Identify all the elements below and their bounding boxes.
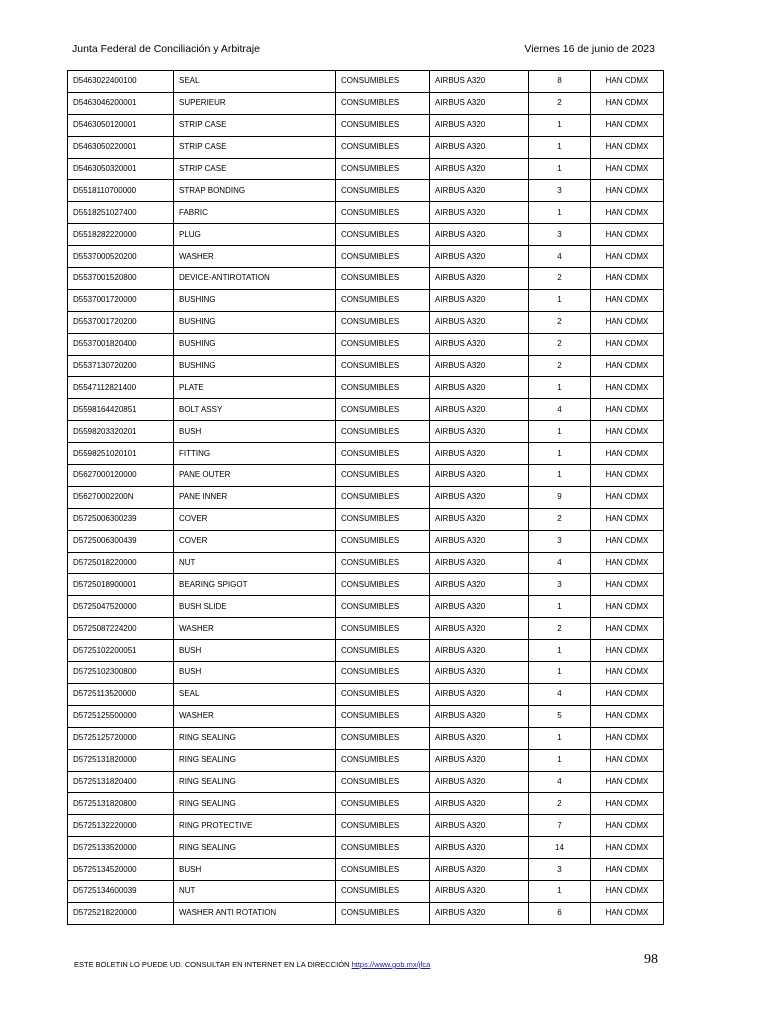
quantity-cell: 1 (529, 727, 591, 749)
aircraft-cell: AIRBUS A320 (430, 486, 529, 508)
table-row (68, 530, 664, 552)
page-footer (74, 952, 664, 973)
aircraft-cell: AIRBUS A320 (430, 377, 529, 399)
description-cell: BEARING SPIGOT (174, 574, 336, 596)
location-cell: HAN CDMX (591, 246, 664, 268)
parts-table-body (68, 71, 664, 925)
table-row (68, 793, 664, 815)
part-number-cell: D5537001720200 (68, 311, 174, 333)
aircraft-cell: AIRBUS A320 (430, 662, 529, 684)
quantity-cell: 3 (529, 859, 591, 881)
aircraft-cell: AIRBUS A320 (430, 268, 529, 290)
aircraft-cell: AIRBUS A320 (430, 355, 529, 377)
quantity-cell: 1 (529, 596, 591, 618)
description-cell: DEVICE-ANTIROTATION (174, 268, 336, 290)
description-cell: STRIP CASE (174, 158, 336, 180)
quantity-cell: 3 (529, 530, 591, 552)
parts-table (67, 70, 664, 925)
aircraft-cell: AIRBUS A320 (430, 399, 529, 421)
location-cell: HAN CDMX (591, 399, 664, 421)
quantity-cell: 14 (529, 837, 591, 859)
quantity-cell: 1 (529, 662, 591, 684)
description-cell: RING SEALING (174, 793, 336, 815)
part-number-cell: D5537130720200 (68, 355, 174, 377)
quantity-cell: 1 (529, 465, 591, 487)
table-row (68, 355, 664, 377)
aircraft-cell: AIRBUS A320 (430, 815, 529, 837)
quantity-cell: 8 (529, 71, 591, 93)
part-number-cell: D5537001720000 (68, 289, 174, 311)
part-number-cell: D5725132220000 (68, 815, 174, 837)
quantity-cell: 9 (529, 486, 591, 508)
table-row (68, 618, 664, 640)
quantity-cell: 1 (529, 749, 591, 771)
table-row (68, 202, 664, 224)
table-row (68, 421, 664, 443)
description-cell: STRIP CASE (174, 136, 336, 158)
part-number-cell: D5725047520000 (68, 596, 174, 618)
aircraft-cell: AIRBUS A320 (430, 311, 529, 333)
part-number-cell: D5725102200051 (68, 640, 174, 662)
quantity-cell: 2 (529, 355, 591, 377)
part-number-cell: D5547112821400 (68, 377, 174, 399)
table-row (68, 180, 664, 202)
description-cell: BUSH (174, 640, 336, 662)
location-cell: HAN CDMX (591, 486, 664, 508)
description-cell: SEAL (174, 71, 336, 93)
category-cell: CONSUMIBLES (336, 727, 430, 749)
aircraft-cell: AIRBUS A320 (430, 859, 529, 881)
aircraft-cell: AIRBUS A320 (430, 574, 529, 596)
aircraft-cell: AIRBUS A320 (430, 202, 529, 224)
location-cell: HAN CDMX (591, 508, 664, 530)
table-row (68, 552, 664, 574)
quantity-cell: 4 (529, 771, 591, 793)
location-cell: HAN CDMX (591, 705, 664, 727)
location-cell: HAN CDMX (591, 530, 664, 552)
description-cell: PLUG (174, 224, 336, 246)
footer-notice-text: ESTE BOLETIN LO PUEDE UD. CONSULTAR EN INTERNET EN LA DIRECCIÓN (74, 960, 352, 969)
category-cell: CONSUMIBLES (336, 268, 430, 290)
description-cell: STRIP CASE (174, 114, 336, 136)
category-cell: CONSUMIBLES (336, 355, 430, 377)
aircraft-cell: AIRBUS A320 (430, 136, 529, 158)
table-row (68, 574, 664, 596)
description-cell: STRAP BONDING (174, 180, 336, 202)
description-cell: BUSH (174, 859, 336, 881)
description-cell: WASHER (174, 246, 336, 268)
footer-notice (74, 960, 430, 970)
part-number-cell: D5725131820800 (68, 793, 174, 815)
table-row (68, 880, 664, 902)
category-cell: CONSUMIBLES (336, 618, 430, 640)
table-row (68, 289, 664, 311)
location-cell: HAN CDMX (591, 443, 664, 465)
table-row (68, 224, 664, 246)
part-number-cell: D5598203320201 (68, 421, 174, 443)
table-row (68, 158, 664, 180)
quantity-cell: 3 (529, 224, 591, 246)
location-cell: HAN CDMX (591, 136, 664, 158)
location-cell: HAN CDMX (591, 202, 664, 224)
part-number-cell: D5463046200001 (68, 92, 174, 114)
category-cell: CONSUMIBLES (336, 333, 430, 355)
quantity-cell: 2 (529, 793, 591, 815)
location-cell: HAN CDMX (591, 837, 664, 859)
quantity-cell: 4 (529, 246, 591, 268)
category-cell: CONSUMIBLES (336, 705, 430, 727)
quantity-cell: 5 (529, 705, 591, 727)
category-cell: CONSUMIBLES (336, 508, 430, 530)
location-cell: HAN CDMX (591, 355, 664, 377)
description-cell: SUPERIEUR (174, 92, 336, 114)
part-number-cell: D5725018220000 (68, 552, 174, 574)
location-cell: HAN CDMX (591, 618, 664, 640)
quantity-cell: 4 (529, 399, 591, 421)
part-number-cell: D5537001520800 (68, 268, 174, 290)
description-cell: BUSH (174, 421, 336, 443)
category-cell: CONSUMIBLES (336, 859, 430, 881)
location-cell: HAN CDMX (591, 771, 664, 793)
category-cell: CONSUMIBLES (336, 377, 430, 399)
part-number-cell: D5518282220000 (68, 224, 174, 246)
aircraft-cell: AIRBUS A320 (430, 705, 529, 727)
quantity-cell: 1 (529, 377, 591, 399)
table-row (68, 443, 664, 465)
location-cell: HAN CDMX (591, 92, 664, 114)
description-cell: FABRIC (174, 202, 336, 224)
location-cell: HAN CDMX (591, 421, 664, 443)
part-number-cell: D5725125720000 (68, 727, 174, 749)
quantity-cell: 1 (529, 136, 591, 158)
location-cell: HAN CDMX (591, 640, 664, 662)
part-number-cell: D5463050320001 (68, 158, 174, 180)
description-cell: BUSHING (174, 289, 336, 311)
part-number-cell: D5598164420851 (68, 399, 174, 421)
description-cell: FITTING (174, 443, 336, 465)
aircraft-cell: AIRBUS A320 (430, 596, 529, 618)
part-number-cell: D5725006300439 (68, 530, 174, 552)
table-row (68, 92, 664, 114)
category-cell: CONSUMIBLES (336, 793, 430, 815)
location-cell: HAN CDMX (591, 596, 664, 618)
category-cell: CONSUMIBLES (336, 71, 430, 93)
quantity-cell: 2 (529, 311, 591, 333)
category-cell: CONSUMIBLES (336, 224, 430, 246)
table-row (68, 268, 664, 290)
table-row (68, 837, 664, 859)
part-number-cell: D5518251027400 (68, 202, 174, 224)
category-cell: CONSUMIBLES (336, 749, 430, 771)
aircraft-cell: AIRBUS A320 (430, 508, 529, 530)
location-cell: HAN CDMX (591, 180, 664, 202)
table-row (68, 246, 664, 268)
table-row (68, 815, 664, 837)
description-cell: NUT (174, 552, 336, 574)
table-row (68, 640, 664, 662)
part-number-cell: D5725125500000 (68, 705, 174, 727)
location-cell: HAN CDMX (591, 727, 664, 749)
quantity-cell: 7 (529, 815, 591, 837)
location-cell: HAN CDMX (591, 158, 664, 180)
aircraft-cell: AIRBUS A320 (430, 443, 529, 465)
aircraft-cell: AIRBUS A320 (430, 289, 529, 311)
category-cell: CONSUMIBLES (336, 180, 430, 202)
category-cell: CONSUMIBLES (336, 596, 430, 618)
part-number-cell: D5725131820400 (68, 771, 174, 793)
location-cell: HAN CDMX (591, 552, 664, 574)
aircraft-cell: AIRBUS A320 (430, 771, 529, 793)
location-cell: HAN CDMX (591, 289, 664, 311)
part-number-cell: D5725134520000 (68, 859, 174, 881)
quantity-cell: 3 (529, 574, 591, 596)
quantity-cell: 1 (529, 880, 591, 902)
table-row (68, 727, 664, 749)
description-cell: RING SEALING (174, 837, 336, 859)
table-row (68, 859, 664, 881)
quantity-cell: 1 (529, 114, 591, 136)
table-row (68, 662, 664, 684)
category-cell: CONSUMIBLES (336, 880, 430, 902)
table-row (68, 749, 664, 771)
category-cell: CONSUMIBLES (336, 640, 430, 662)
aircraft-cell: AIRBUS A320 (430, 333, 529, 355)
category-cell: CONSUMIBLES (336, 486, 430, 508)
location-cell: HAN CDMX (591, 377, 664, 399)
quantity-cell: 2 (529, 268, 591, 290)
location-cell: HAN CDMX (591, 333, 664, 355)
part-number-cell: D5537001820400 (68, 333, 174, 355)
aircraft-cell: AIRBUS A320 (430, 683, 529, 705)
part-number-cell: D5725218220000 (68, 902, 174, 924)
category-cell: CONSUMIBLES (336, 246, 430, 268)
publication-date: Viernes 16 de junio de 2023 (524, 43, 655, 55)
category-cell: CONSUMIBLES (336, 902, 430, 924)
quantity-cell: 6 (529, 902, 591, 924)
category-cell: CONSUMIBLES (336, 837, 430, 859)
table-row (68, 311, 664, 333)
aircraft-cell: AIRBUS A320 (430, 114, 529, 136)
category-cell: CONSUMIBLES (336, 399, 430, 421)
aircraft-cell: AIRBUS A320 (430, 530, 529, 552)
category-cell: CONSUMIBLES (336, 771, 430, 793)
aircraft-cell: AIRBUS A320 (430, 465, 529, 487)
institution-name: Junta Federal de Conciliación y Arbitraje (72, 43, 260, 55)
category-cell: CONSUMIBLES (336, 662, 430, 684)
aircraft-cell: AIRBUS A320 (430, 224, 529, 246)
description-cell: PANE OUTER (174, 465, 336, 487)
table-row (68, 377, 664, 399)
category-cell: CONSUMIBLES (336, 815, 430, 837)
category-cell: CONSUMIBLES (336, 574, 430, 596)
location-cell: HAN CDMX (591, 859, 664, 881)
quantity-cell: 1 (529, 443, 591, 465)
quantity-cell: 1 (529, 202, 591, 224)
table-row (68, 333, 664, 355)
aircraft-cell: AIRBUS A320 (430, 246, 529, 268)
part-number-cell: D5725102300800 (68, 662, 174, 684)
table-row (68, 136, 664, 158)
category-cell: CONSUMIBLES (336, 202, 430, 224)
description-cell: RING SEALING (174, 727, 336, 749)
quantity-cell: 4 (529, 683, 591, 705)
aircraft-cell: AIRBUS A320 (430, 421, 529, 443)
part-number-cell: D5598251020101 (68, 443, 174, 465)
quantity-cell: 1 (529, 158, 591, 180)
category-cell: CONSUMIBLES (336, 311, 430, 333)
location-cell: HAN CDMX (591, 268, 664, 290)
description-cell: BUSH (174, 662, 336, 684)
aircraft-cell: AIRBUS A320 (430, 749, 529, 771)
description-cell: PANE INNER (174, 486, 336, 508)
part-number-cell: D5725006300239 (68, 508, 174, 530)
description-cell: COVER (174, 530, 336, 552)
description-cell: WASHER (174, 618, 336, 640)
location-cell: HAN CDMX (591, 574, 664, 596)
aircraft-cell: AIRBUS A320 (430, 158, 529, 180)
description-cell: RING PROTECTIVE (174, 815, 336, 837)
aircraft-cell: AIRBUS A320 (430, 71, 529, 93)
category-cell: CONSUMIBLES (336, 443, 430, 465)
table-row (68, 596, 664, 618)
part-number-cell: D5725113520000 (68, 683, 174, 705)
location-cell: HAN CDMX (591, 71, 664, 93)
location-cell: HAN CDMX (591, 311, 664, 333)
quantity-cell: 1 (529, 289, 591, 311)
description-cell: WASHER ANTI ROTATION (174, 902, 336, 924)
category-cell: CONSUMIBLES (336, 114, 430, 136)
part-number-cell: D5518110700000 (68, 180, 174, 202)
page-header (72, 42, 655, 56)
location-cell: HAN CDMX (591, 683, 664, 705)
category-cell: CONSUMIBLES (336, 421, 430, 443)
part-number-cell: D5537000520200 (68, 246, 174, 268)
table-row (68, 771, 664, 793)
table-row (68, 399, 664, 421)
quantity-cell: 2 (529, 333, 591, 355)
description-cell: BUSHING (174, 311, 336, 333)
quantity-cell: 3 (529, 180, 591, 202)
location-cell: HAN CDMX (591, 114, 664, 136)
quantity-cell: 1 (529, 640, 591, 662)
aircraft-cell: AIRBUS A320 (430, 727, 529, 749)
location-cell: HAN CDMX (591, 902, 664, 924)
table-row (68, 508, 664, 530)
aircraft-cell: AIRBUS A320 (430, 880, 529, 902)
description-cell: NUT (174, 880, 336, 902)
description-cell: PLATE (174, 377, 336, 399)
category-cell: CONSUMIBLES (336, 552, 430, 574)
table-row (68, 683, 664, 705)
footer-link[interactable]: https://www.gob.mx/jfca (351, 960, 431, 969)
aircraft-cell: AIRBUS A320 (430, 902, 529, 924)
category-cell: CONSUMIBLES (336, 465, 430, 487)
table-row (68, 486, 664, 508)
aircraft-cell: AIRBUS A320 (430, 793, 529, 815)
description-cell: WASHER (174, 705, 336, 727)
aircraft-cell: AIRBUS A320 (430, 837, 529, 859)
category-cell: CONSUMIBLES (336, 92, 430, 114)
part-number-cell: D5463050120001 (68, 114, 174, 136)
table-row (68, 114, 664, 136)
location-cell: HAN CDMX (591, 465, 664, 487)
description-cell: BUSHING (174, 355, 336, 377)
part-number-cell: D5627000120000 (68, 465, 174, 487)
table-row (68, 902, 664, 924)
location-cell: HAN CDMX (591, 749, 664, 771)
quantity-cell: 2 (529, 92, 591, 114)
description-cell: BUSHING (174, 333, 336, 355)
page-number: 98 (644, 952, 658, 967)
quantity-cell: 2 (529, 618, 591, 640)
description-cell: COVER (174, 508, 336, 530)
location-cell: HAN CDMX (591, 880, 664, 902)
description-cell: RING SEALING (174, 749, 336, 771)
part-number-cell: D5725134600039 (68, 880, 174, 902)
quantity-cell: 4 (529, 552, 591, 574)
category-cell: CONSUMIBLES (336, 289, 430, 311)
quantity-cell: 2 (529, 508, 591, 530)
part-number-cell: D5725131820000 (68, 749, 174, 771)
description-cell: BOLT ASSY (174, 399, 336, 421)
category-cell: CONSUMIBLES (336, 683, 430, 705)
aircraft-cell: AIRBUS A320 (430, 552, 529, 574)
location-cell: HAN CDMX (591, 793, 664, 815)
description-cell: BUSH SLIDE (174, 596, 336, 618)
table-row (68, 71, 664, 93)
part-number-cell: D5725087224200 (68, 618, 174, 640)
category-cell: CONSUMIBLES (336, 530, 430, 552)
part-number-cell: D5725133520000 (68, 837, 174, 859)
aircraft-cell: AIRBUS A320 (430, 640, 529, 662)
location-cell: HAN CDMX (591, 815, 664, 837)
part-number-cell: D56270002200N (68, 486, 174, 508)
category-cell: CONSUMIBLES (336, 136, 430, 158)
table-row (68, 705, 664, 727)
part-number-cell: D5463022400100 (68, 71, 174, 93)
quantity-cell: 1 (529, 421, 591, 443)
location-cell: HAN CDMX (591, 662, 664, 684)
table-row (68, 465, 664, 487)
aircraft-cell: AIRBUS A320 (430, 92, 529, 114)
description-cell: SEAL (174, 683, 336, 705)
location-cell: HAN CDMX (591, 224, 664, 246)
part-number-cell: D5725018900001 (68, 574, 174, 596)
description-cell: RING SEALING (174, 771, 336, 793)
aircraft-cell: AIRBUS A320 (430, 180, 529, 202)
aircraft-cell: AIRBUS A320 (430, 618, 529, 640)
part-number-cell: D5463050220001 (68, 136, 174, 158)
category-cell: CONSUMIBLES (336, 158, 430, 180)
